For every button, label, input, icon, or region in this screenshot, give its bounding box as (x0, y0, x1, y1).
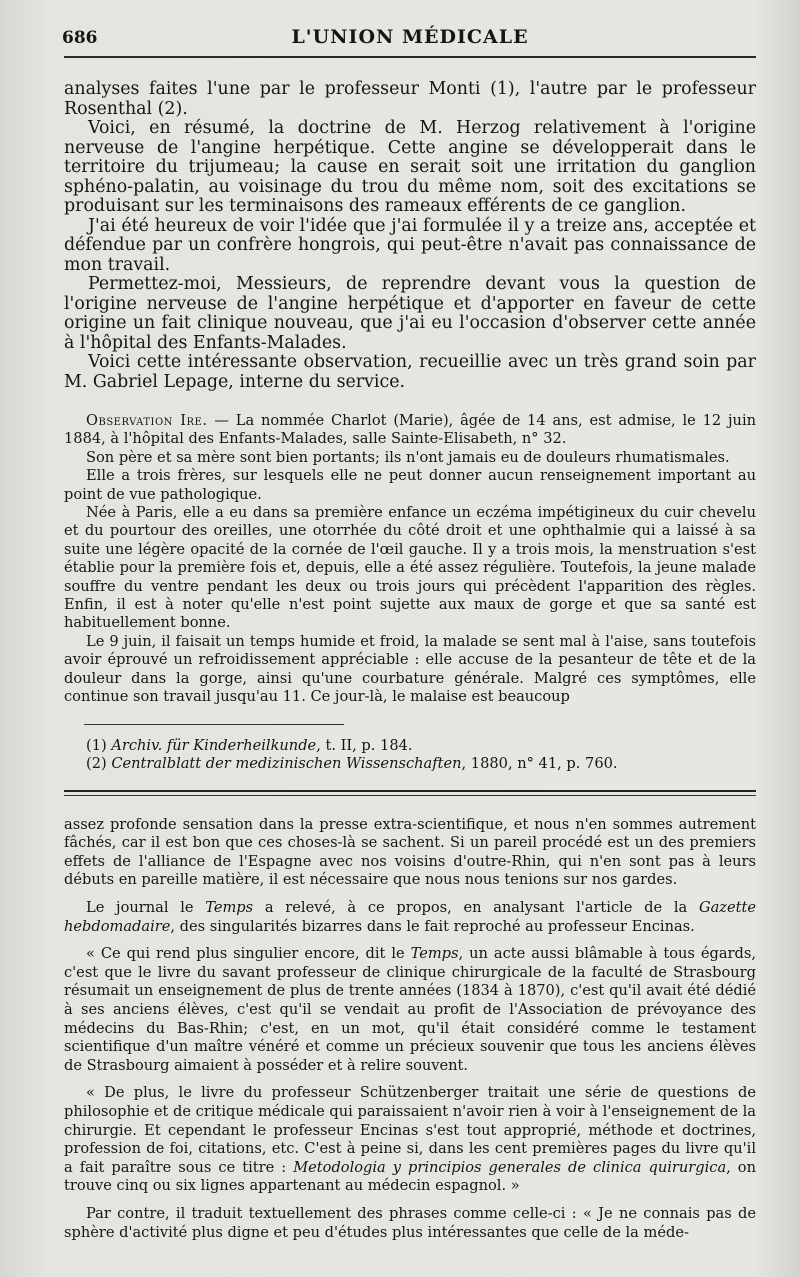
paragraph (64, 1084, 756, 1196)
paragraph: assez profonde sensation dans la presse extra-scientifique, et nous n'en sommes autrement fâchés, car il est bon que ces choses-là se sachent. Si un pareil procédé est un des premiers effets de l'alliance de l'Espagne avec nos voisins d'outre-Rhin, qui n'en sont pas à leurs débuts en pareille matière, il est nécessaire que nous nous tenions sur nos gardes. (64, 815, 756, 889)
text-run: , un acte aussi blâmable à tous égards, c'est que le livre du savant professeur de clinique chirurgicale de la faculté de Strasbourg résumait un enseignement de plus de trente années (1834 à 1870), c'est qu'il avait été dédié à ses anciens élèves, c'est qu'il se vendait au profit de l'Association de prévoyance des médecins du Bas-Rhin; c'est, en un mot, qu'il était considéré comme le testament scientifique d'un maître vénéré et comme un précieux souvenir que tous les anciens élèves de Strasbourg aimaient à posséder et à relire souvent. (64, 945, 756, 1074)
page-header (64, 0, 756, 58)
paragraph: Voici, en résumé, la doctrine de M. Herzog relativement à l'origine nerveuse de l'angine herpétique. Cette angine se développerait dans le territoire du trijumeau; la cause en serait soit une irritation du ganglion sphéno-palatin, au voisinage du trou du même nom, soit des excitations se produisant sur les terminaisons des rameaux efférents de ce ganglion. (64, 118, 756, 216)
text-run: , on trouve cinq ou six lignes appartenant au médecin espagnol. » (64, 1158, 756, 1195)
observation-paragraph: Elle a trois frères, sur lesquels elle ne peut donner aucun renseignement important au point de vue pathologique. (64, 467, 756, 503)
paragraph (64, 945, 756, 1075)
footnote-rule (84, 724, 344, 725)
page-number: 686 (62, 28, 98, 48)
text-run: « Ce qui rend plus singulier encore, dit le (86, 945, 411, 963)
footnote-text: , 1880, n° 41, p. 760. (461, 755, 618, 773)
observation-paragraph: Le 9 juin, il faisait un temps humide et froid, la malade se sent mal à l'aise, sans toutefois avoir éprouvé un refroidissement appréciable : elle accuse de la pesanteur de tête et de la douleur dans la gorge, ainsi qu'une courbature générale. Malgré ces symptômes, elle continue son travail jusqu'au 11. Ce jour-là, le malaise est beaucoup (64, 632, 756, 706)
observation-paragraph: Son père et sa mère sont bien portants; ils n'ont jamais eu de douleurs rhumatismales. (86, 448, 730, 466)
italic-run: Gazette hebdomadaire (64, 899, 756, 935)
observation-label: Observation Ire. (86, 412, 208, 429)
italic-run: Temps (410, 945, 459, 963)
paragraph: Par contre, il traduit textuellement des phrases comme celle-ci : « Je ne connais pas de sphère d'activité plus digne et peu d'études plus intéressantes que celle de la méde- (64, 1204, 756, 1241)
observation-paragraph (64, 412, 756, 449)
paragraph: Permettez-moi, Messieurs, de reprendre devant vous la question de l'origine nerveuse de l'angine herpétique et d'apporter en faveur de cette origine un fait clinique nouveau, que j'ai eu l'occasion d'observer cette année à l'hôpital des Enfants-Malades. (64, 274, 756, 353)
paragraph: J'ai été heureux de voir l'idée que j'ai formulée il y a treize ans, acceptée et défendue par un confrère hongrois, qui peut-être n'avait pas connaissance de mon travail. (64, 215, 756, 275)
footnote (64, 737, 756, 756)
footnote-text: , t. II, p. 184. (316, 736, 413, 754)
observation-block (64, 412, 756, 707)
observation-paragraph: Née à Paris, elle a eu dans sa première enfance un eczéma impétigineux du cuir chevelu et du pourtour des oreilles, une otorrhée du côté droit et une ophthalmie qui a laissé à sa suite une légère opacité de la cornée de l'œil gauche. Il y a trois mois, la menstruation s'est établie pour la première fois et, depuis, elle a été assez régulière. Toutefois, la jeune malade souffre du ventre pendant les deux ou trois jours qui précèdent l'apparition des règles. Enfin, il est à noter qu'elle n'est point sujette aux maux de gorge et que sa santé est habituellement bonne. (64, 504, 756, 632)
lower-text-block (64, 816, 756, 1242)
footnote-title: Archiv. für Kinderheilkunde (111, 736, 317, 754)
footnotes (64, 737, 756, 774)
text-run: « De plus, le livre du professeur Schützenberger traitait une série de questions de philosophie et de critique médicale qui paraissaient n'avoir rien à voir à l'enseignement de la chirurgie. Et cependant le professeur Encinas s'est tout approprié, méthode et doctrines, profession de foi, citations, etc. C'est à peine si, dans les cent premières pages du livre qu'il a fait paraître sous ce titre : (64, 1084, 756, 1176)
observation-text: — La nommée Charlot (Marie), âgée de 14 ans, est admise, le 12 juin 1884, à l'hôpital des Enfants-Malades, salle Sainte-Elisabeth, n° 32. (64, 412, 757, 448)
footnote-mark: (1) (86, 736, 112, 754)
footnote-mark: (2) (86, 755, 112, 773)
text-run: a relevé, à ce propos, en analysant l'article de la (253, 899, 699, 917)
paragraph: Voici cette intéressante observation, recueillie avec un très grand soin par M. Gabriel Lepage, interne du service. (64, 352, 756, 392)
journal-title: L'UNION MÉDICALE (291, 26, 529, 48)
text-run: , des singularités bizarres dans le fait reproché au professeur Encinas. (170, 917, 695, 935)
footnote-title: Centralblatt der medizinischen Wissenschaften (111, 755, 462, 773)
paragraph (64, 899, 756, 936)
paragraph: analyses faites l'une par le professeur Monti (1), l'autre par le professeur Rosenthal (2). (64, 79, 756, 119)
italic-run: Metodologia y principios generales de clinica quirurgica (293, 1158, 727, 1176)
footnote (64, 755, 756, 774)
text-run: Le journal le (86, 899, 206, 917)
italic-run: Temps (205, 899, 254, 917)
upper-text-block (64, 80, 756, 392)
section-divider (64, 790, 756, 796)
